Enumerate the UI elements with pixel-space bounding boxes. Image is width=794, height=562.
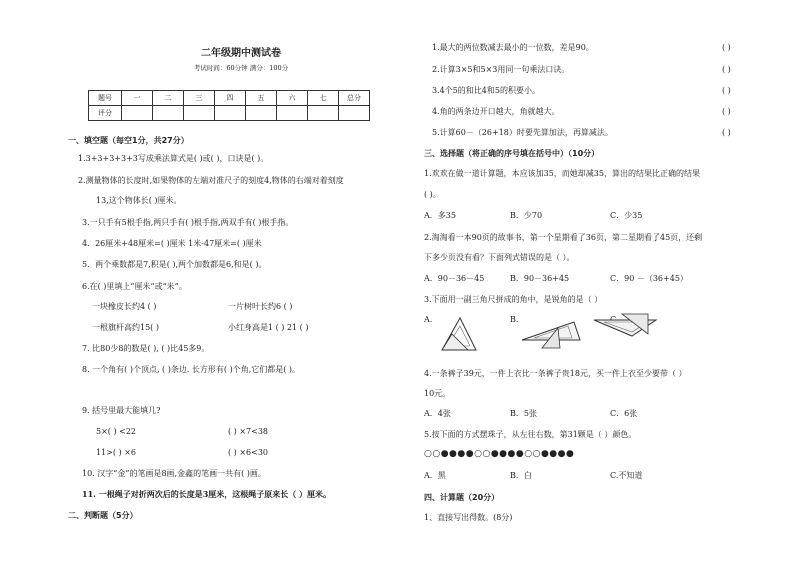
score-input-cell[interactable] bbox=[308, 106, 339, 121]
score-table-header-row bbox=[89, 91, 370, 106]
judge-answer-paren[interactable]: ( ) bbox=[722, 65, 731, 74]
score-cell: 一 bbox=[122, 91, 153, 106]
choice-2b: 下多少页没有看？下面列式错误的是（ ）。 bbox=[424, 253, 575, 262]
choice-1-option-b[interactable]: B．少70 bbox=[510, 211, 543, 220]
question-1-6: 6.在( )里填上“厘米”或“米”。 bbox=[82, 282, 187, 291]
score-cell: 评分 bbox=[89, 106, 122, 121]
judge-item-5: 5.计算60－（26+18）时要先算加法，再算减法。 bbox=[432, 128, 613, 137]
question-1-4: 4．26厘米+48厘米=( )厘米 1米-47厘米=( )厘米 bbox=[82, 239, 262, 248]
score-input-cell[interactable] bbox=[339, 106, 370, 121]
choice-1-option-c[interactable]: C．少35 bbox=[610, 211, 643, 220]
score-input-cell[interactable] bbox=[277, 106, 308, 121]
choice-1-option-a[interactable]: A．多35 bbox=[424, 211, 456, 220]
judge-answer-paren[interactable]: ( ) bbox=[722, 107, 731, 116]
judge-item-1: 1.最大的两位数减去最小的一位数，差是90。 bbox=[432, 43, 594, 52]
score-input-cell[interactable] bbox=[184, 106, 215, 121]
choice-2-option-b[interactable]: B．90－36+45 bbox=[510, 274, 570, 283]
choice-3-option-a[interactable]: A. bbox=[424, 315, 433, 324]
question-1-6b-right: 小红身高是1 ( ) 21 ( ) bbox=[228, 323, 309, 332]
question-1-5: 5．两个乘数都是7,积是( ),两个加数都是6,和是( )。 bbox=[82, 260, 267, 269]
question-1-7: 7. 比80少8的数是( ), ( )比45多9。 bbox=[82, 344, 210, 353]
choice-4-option-a[interactable]: A．4张 bbox=[424, 409, 451, 418]
score-cell: 三 bbox=[184, 91, 215, 106]
score-cell: 四 bbox=[215, 91, 246, 106]
score-cell: 总分 bbox=[339, 91, 370, 106]
exam-title: 二年级期中测试卷 bbox=[201, 48, 281, 59]
score-table-score-row bbox=[89, 106, 370, 121]
judge-answer-paren[interactable]: ( ) bbox=[722, 128, 731, 137]
choice-1a: 1.欢欢在做一道计算题，本应该加35，而她却减35，算出的结果比正确的结果 bbox=[424, 169, 700, 178]
question-1-10: 10. 汉字“金”的笔画是8画,金鑫的笔画一共有( )画。 bbox=[82, 469, 266, 478]
score-table bbox=[88, 90, 370, 121]
triangle-ruler-angle-b-icon bbox=[520, 318, 584, 350]
choice-3: 3.下面用一副三角尺拼成的角中，是锐角的是（ ） bbox=[424, 295, 603, 304]
choice-5-option-c[interactable]: C.不知道 bbox=[610, 471, 643, 480]
score-cell: 二 bbox=[153, 91, 184, 106]
choice-5: 5.按下面的方式摆珠子，从左往右数，第31颗是（ ）颜色。 bbox=[424, 430, 637, 439]
choice-2-option-a[interactable]: A．90－36－45 bbox=[424, 274, 485, 283]
choice-5-option-b[interactable]: B．白 bbox=[510, 471, 532, 480]
judge-item-2: 2.计算3×5和5×3用同一句乘法口诀。 bbox=[432, 65, 570, 74]
question-1-9a-right: ( ) ×7<38 bbox=[228, 427, 269, 436]
score-cell: 题号 bbox=[89, 91, 122, 106]
question-1-6a-left: 一块橡皮长约4 ( ) bbox=[92, 302, 157, 311]
question-1-3: 3.一只手有5根手指,两只手有( )根手指,两双手有( )根手指。 bbox=[82, 218, 294, 227]
section1-heading: 一、填空题（每空1分，共27分） bbox=[68, 136, 189, 145]
question-1-6b-left: 一根旗杆高约15( ) bbox=[92, 323, 159, 332]
choice-4-option-c[interactable]: C．6张 bbox=[610, 409, 638, 418]
right-column bbox=[424, 0, 764, 562]
judge-answer-paren[interactable]: ( ) bbox=[722, 86, 731, 95]
choice-2-option-c[interactable]: C．90 －（36+45） bbox=[610, 274, 688, 283]
calc-question-1: 1、直接写出得数。(8分) bbox=[424, 513, 513, 522]
choice-2a: 2.淘淘看一本90页的故事书，第一个星期看了36页，第二星期看了45页，还剩 bbox=[424, 233, 703, 242]
judge-answer-paren[interactable]: ( ) bbox=[722, 43, 731, 52]
exam-subtitle: 考试时间：60分钟 满分：100分 bbox=[193, 64, 289, 72]
choice-4b: 10元。 bbox=[424, 389, 451, 398]
score-cell: 五 bbox=[246, 91, 277, 106]
question-1-9: 9. 括号里最大能填几? bbox=[82, 406, 161, 415]
triangle-ruler-angle-a-icon bbox=[438, 314, 478, 354]
choice-4-option-b[interactable]: B．5张 bbox=[510, 409, 537, 418]
question-1-6a-right: 一片树叶长约6 ( ) bbox=[228, 302, 293, 311]
score-cell: 六 bbox=[277, 91, 308, 106]
choice-4a: 4.一条裤子39元，一件上衣比一条裤子贵18元，买一件上衣至少要带（ ） bbox=[424, 369, 687, 378]
triangle-ruler-angle-c-icon bbox=[592, 312, 658, 340]
score-input-cell[interactable] bbox=[246, 106, 277, 121]
choice-5-option-a[interactable]: A．黑 bbox=[424, 471, 446, 480]
score-input-cell[interactable] bbox=[122, 106, 153, 121]
question-1-1: 1.3+3+3+3+3写成乘法算式是( )或( )，口诀是( )。 bbox=[78, 154, 269, 163]
question-1-11: 11. 一根绳子对折两次后的长度是3厘米，这根绳子原来长（ ）厘米。 bbox=[82, 489, 332, 499]
question-1-2b: 13,这个物体长( )厘米。 bbox=[96, 196, 182, 205]
score-cell: 七 bbox=[308, 91, 339, 106]
score-input-cell[interactable] bbox=[215, 106, 246, 121]
left-column bbox=[68, 0, 414, 562]
section4-heading: 四、计算题（20分） bbox=[424, 493, 500, 502]
question-1-9b-left: 11>( ) ×6 bbox=[96, 448, 137, 457]
section3-heading: 三、选择题（将正确的序号填在括号中）（10分） bbox=[424, 149, 600, 158]
judge-item-4: 4.角的两条边开口越大，角就越大。 bbox=[432, 107, 560, 116]
judge-item-3: 3.4个5的和比4和5的积要小。 bbox=[432, 86, 540, 95]
section2-heading: 二、判断题（5分） bbox=[68, 511, 138, 520]
choice-1b: ( )。 bbox=[424, 190, 441, 199]
question-1-9a-left: 5×( ) <22 bbox=[96, 427, 137, 436]
choice-3-option-b[interactable]: B. bbox=[510, 315, 519, 324]
bead-sequence: ○○●●●●○○●●●●○○●●●● bbox=[424, 449, 575, 459]
question-1-2a: 2.测量物体的长度时,如果物体的左端对准尺子的刻度4,物体的右端对着刻度 bbox=[78, 176, 344, 185]
question-1-9b-right: ( ) ×6<30 bbox=[228, 448, 269, 457]
question-1-8: 8. 一个角有( )个顶点, ( )条边. 长方形有( )个角,它们都是( )。 bbox=[82, 365, 301, 374]
score-input-cell[interactable] bbox=[153, 106, 184, 121]
